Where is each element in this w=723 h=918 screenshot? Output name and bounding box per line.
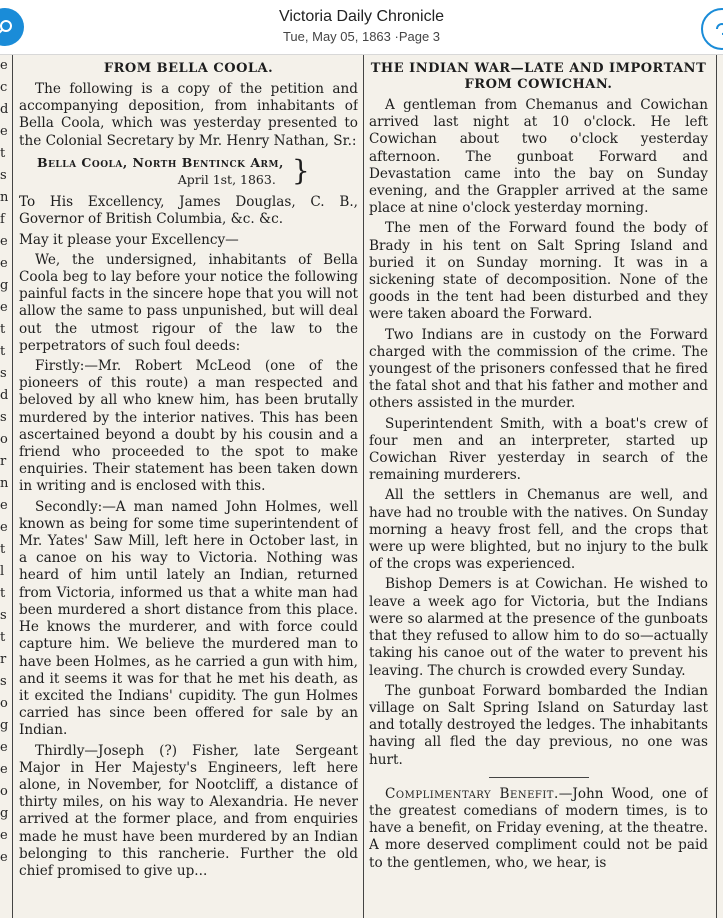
margin-letter: o: [0, 784, 8, 799]
margin-letter: e: [0, 256, 8, 271]
margin-letter: e: [0, 520, 8, 535]
margin-letter: e: [0, 828, 8, 843]
article-heading: THE INDIAN WAR—LATE AND IMPORTANT FROM COWICHAN.: [370, 61, 707, 92]
article-paragraph: The gunboat Forward bombarded the Indian village on Salt Spring Island on Saturday last and totally destroyed the ledges. The inhabitants having all fled the day previous, no one was hurt.: [369, 682, 708, 768]
article-indian-war: [369, 55, 708, 918]
article-bella-coola: [19, 55, 358, 918]
brace-glyph: }: [291, 154, 310, 188]
margin-letter: t: [0, 344, 6, 359]
article-paragraph: Thirdly—Joseph (?) Fisher, late Sergeant Major in Her Majesty's Engineers, left here alone, in November, for Nootcliff, a distance of thirty miles, on his way to Alexandria. He never arrived at the former place, and from enquiries made he must have been murdered by an Indian belonging to this rancherie. Further the old chief promised to give up...: [19, 742, 358, 879]
margin-letter: d: [0, 102, 9, 117]
margin-letter: n: [0, 476, 9, 491]
publication-title: Victoria Daily Chronicle: [278, 8, 445, 25]
options-icon: [713, 20, 723, 38]
column-rule: [716, 55, 717, 918]
article-paragraph: The following is a copy of the petition and accompanying deposition, from inhabitants of Bella Coola, which was yesterday presented to the Colonial Secretary by Mr. Henry Nathan, Sr.:: [19, 81, 358, 149]
dateline: [19, 154, 358, 188]
newspaper-page[interactable]: [0, 55, 723, 918]
margin-letter: s: [0, 366, 7, 381]
margin-letter: e: [0, 300, 8, 315]
margin-letter: r: [0, 454, 7, 469]
margin-letter: e: [0, 740, 8, 755]
dateline-place: Bella Coola, North Bentinck Arm,: [37, 154, 284, 170]
dateline-date: April 1st, 1863.: [177, 172, 276, 188]
margin-letter: e: [0, 498, 8, 513]
margin-letter: t: [0, 586, 6, 601]
article-heading: FROM BELLA COOLA.: [103, 61, 274, 76]
margin-letter: c: [0, 80, 8, 95]
viewer-header: [0, 0, 723, 55]
article-paragraph: A gentleman from Chemanus and Cowichan arrived last night at 10 o'clock. He left Cowichan about two o'clock yesterday afternoon. The gunboat Forward and Devastation came into the bay on Sunday evening, and the Grappler arrived at the same place at nine o'clock yesterday morning.: [369, 97, 708, 217]
article-paragraph: All the settlers in Chemanus are well, and have had no trouble with the natives. On Sunday morning a heavy frost fell, and the crops that were up were blighted, but no injury to the bulk of the crops was experienced.: [369, 487, 708, 573]
margin-letter: g: [0, 806, 9, 821]
margin-letter: t: [0, 146, 6, 161]
column-rule: [12, 55, 13, 918]
margin-letter: e: [0, 762, 8, 777]
article-paragraph: Bishop Demers is at Cowichan. He wished to leave a week ago for Victoria, but the Indians were so alarmed at the presence of the gunboats that they refused to allow him to do so—actually taking his canoe out of the water to prevent his leaving. The church is crowded every Sunday.: [369, 576, 708, 679]
article-paragraph-benefit: [369, 786, 708, 872]
margin-letter: g: [0, 718, 9, 733]
margin-letter: s: [0, 168, 7, 183]
margin-letter: o: [0, 696, 8, 711]
margin-letter: t: [0, 322, 6, 337]
salutation: May it please your Excellency—: [19, 231, 239, 248]
margin-letter: n: [0, 190, 9, 205]
margin-letter: e: [0, 58, 8, 73]
benefit-lead: Complimentary Benefit.: [385, 785, 559, 802]
margin-letter: e: [0, 850, 8, 865]
margin-letter: l: [0, 564, 5, 579]
margin-letter: t: [0, 630, 6, 645]
address-line: To His Excellency, James Douglas, C. B., Governor of British Columbia, &c. &c.: [19, 194, 358, 228]
article-paragraph: Two Indians are in custody on the Forward charged with the commission of the crime. The youngest of the prisoners confessed that he fired the fatal shot and that his father and mother and others assisted in the murder.: [369, 326, 708, 412]
column-rule: [363, 55, 364, 918]
margin-letter: e: [0, 234, 8, 249]
issue-date-page: Tue, May 05, 1863 ·Page 3: [282, 29, 441, 44]
margin-letter: e: [0, 124, 8, 139]
article-paragraph: The men of the Forward found the body of Brady in his tent on Salt Spring Island and buried it on Sunday morning. It was in a sickening state of decomposition. None of the goods in the tent had been disturbed and they were taken aboard the Forward.: [369, 220, 708, 323]
margin-letter: t: [0, 542, 6, 557]
margin-letter: g: [0, 278, 9, 293]
margin-letter: r: [0, 652, 7, 667]
article-paragraph: We, the undersigned, inhabitants of Bella Coola beg to lay before your notice the following painful facts in the sincere hope that you will not allow the same to pass unpunished, but will deal out the utmost rigour of the law to the perpetrators of such foul deeds:: [19, 251, 358, 354]
article-paragraph: Secondly:—A man named John Holmes, well known as being for some time superintendent of Mr. Yates' Saw Mill, left here in October last, in a canoe on his way to Victoria. Nothing was heard of him until lately an Indian, returned from Victoria, informed us that a white man had been murdered a short distance from this place. He knows the murderer, and with force could capture him. We believe the murdered man to have been Holmes, as he carried a gun with him, and it seems it was for that he met his death, as it excited the Indians' cupidity. The gun Holmes carried has since been offered for sale by an Indian.: [19, 498, 358, 739]
margin-letter: s: [0, 410, 7, 425]
article-paragraph: Superintendent Smith, with a boat's crew of four men and an interpreter, started up Cowichan River yesterday in search of the remaining murderers.: [369, 415, 708, 484]
article-separator: [489, 777, 589, 778]
margin-letter: d: [0, 388, 9, 403]
margin-letter: s: [0, 674, 7, 689]
margin-letter: s: [0, 608, 7, 623]
benefit-body: —John Wood, one of the greatest comedians of modern times, is to have a benefit, on Friday evening, at the theatre. A more deserved compliment could not be paid to the gentlemen, who, we hear, is: [369, 785, 708, 871]
margin-letter: o: [0, 432, 8, 447]
article-paragraph: Firstly:—Mr. Robert McLeod (one of the pioneers of this route) a man respected and beloved by all who knew him, has been brutally murdered by the interior natives. This has been ascertained beyond a doubt by his cousin and a friend who proceeded to the spot to make enquiries. Their statement has been taken down in writing and is enclosed with this.: [19, 358, 358, 495]
left-margin-fragments: [0, 55, 10, 918]
margin-letter: f: [0, 212, 5, 227]
